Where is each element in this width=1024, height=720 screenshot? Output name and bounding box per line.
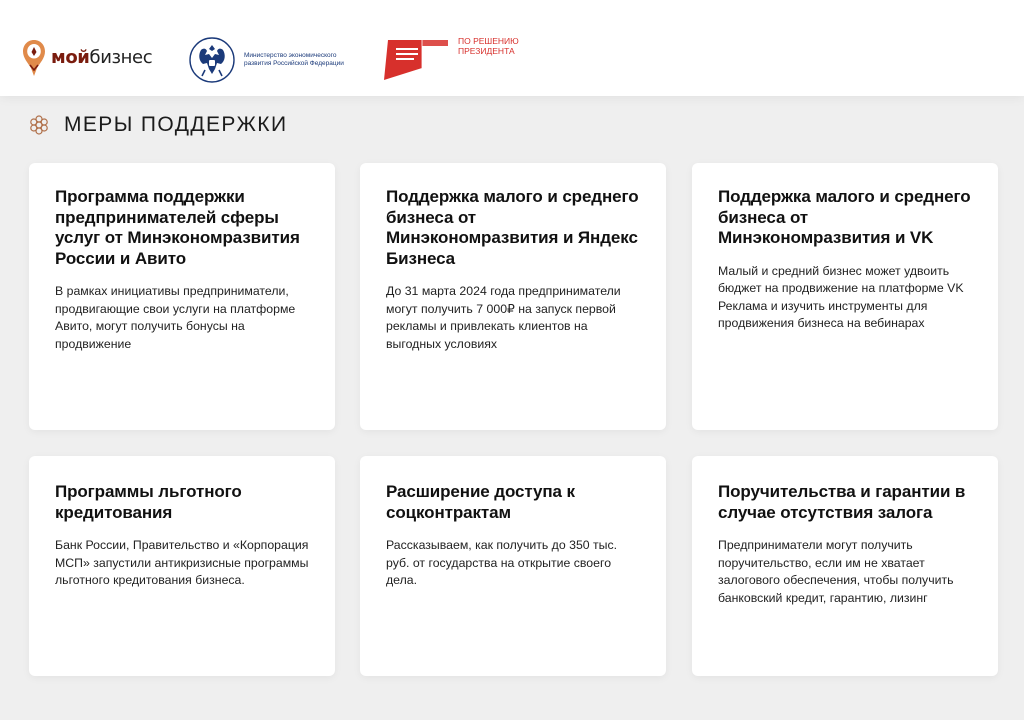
card-title: Поддержка малого и среднего бизнеса от Минэкономразвития и Яндекс Бизнеса bbox=[386, 187, 639, 268]
moi-biznes-wordmark bbox=[51, 49, 152, 67]
card-description: Малый и средний бизнес может удвоить бюджет на продвижение на платформе VK Реклама и изучить инструменты для продвижения бизнеса на вебинарах bbox=[718, 263, 964, 330]
np-slogan: ПО РЕШЕНИЮ ПРЕЗИДЕНТА bbox=[458, 36, 519, 56]
card-description: В рамках инициативы предприниматели, продвигающие свои услуги на платформе Авито, могут получить бонусы на продвижение bbox=[55, 284, 296, 351]
section-heading bbox=[28, 112, 287, 138]
card-title: Программы льготного кредитования bbox=[55, 482, 242, 522]
logo-moi-text: мой bbox=[51, 47, 90, 68]
support-card[interactable] bbox=[29, 456, 335, 676]
card-description: Банк России, Правительство и «Корпорация МСП» запустили антикризисные программы льготного кредитования бизнеса. bbox=[55, 538, 309, 587]
logo-biznes-text: бизнес bbox=[89, 47, 153, 68]
site-header bbox=[0, 0, 1024, 96]
card-description: Предприниматели могут получить поручительство, если им не хватает залогового обеспечения, чтобы получить банковский кредит, гарантию, лизинг bbox=[718, 538, 954, 605]
national-projects-logo[interactable] bbox=[382, 34, 538, 86]
card-title: Программа поддержки предпринимателей сферы услуг от Минэкономразвития России и Авито bbox=[55, 187, 300, 268]
support-card[interactable] bbox=[360, 163, 666, 430]
moi-biznes-logo[interactable] bbox=[22, 36, 152, 80]
card-title: Расширение доступа к соцконтрактам bbox=[386, 482, 575, 522]
support-card[interactable] bbox=[692, 456, 998, 676]
card-title: Поддержка малого и среднего бизнеса от Минэкономразвития и VK bbox=[718, 187, 971, 247]
ministry-logo[interactable] bbox=[188, 36, 354, 84]
card-description: До 31 марта 2024 года предприниматели могут получить 7 000₽ на запуск первой рекламы и привлекать клиентов на выгодных условиях bbox=[386, 284, 621, 351]
double-headed-eagle-icon bbox=[188, 36, 236, 84]
section-title: МЕРЫ ПОДДЕРЖКИ bbox=[64, 113, 288, 136]
national-projects-flag-icon bbox=[382, 34, 450, 82]
support-card[interactable] bbox=[360, 456, 666, 676]
support-card[interactable] bbox=[29, 163, 335, 430]
ministry-name: Министерство экономического развития Российской Федерации bbox=[244, 52, 344, 67]
card-description: Рассказываем, как получить до 350 тыс. руб. от государства на открытие своего дела. bbox=[386, 538, 618, 587]
gear-flower-icon bbox=[28, 114, 50, 136]
location-pin-logo-icon bbox=[22, 39, 46, 77]
support-card[interactable] bbox=[692, 163, 998, 430]
card-title: Поручительства и гарантии в случае отсутствия залога bbox=[718, 482, 966, 522]
